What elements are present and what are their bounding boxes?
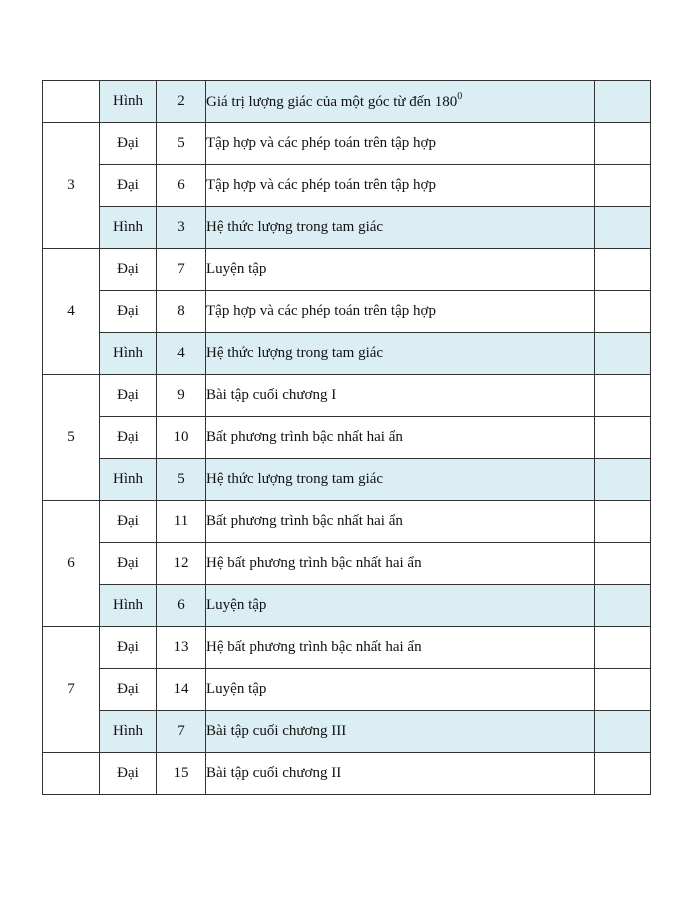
- topic-text: Giá trị lượng giác của một góc từ đến 180: [206, 94, 458, 110]
- lesson-number-cell: 4: [157, 333, 206, 375]
- table-row: [43, 123, 651, 165]
- note-cell: [595, 753, 651, 795]
- subject-cell: Hình: [100, 333, 157, 375]
- note-cell: [595, 333, 651, 375]
- subject-cell: Đại: [100, 291, 157, 333]
- lesson-number-cell: 12: [157, 543, 206, 585]
- table-row: [43, 333, 651, 375]
- topic-text: Bài tập cuối chương II: [206, 765, 342, 781]
- topic-text: Bài tập cuối chương I: [206, 387, 337, 403]
- lesson-number-cell: 6: [157, 165, 206, 207]
- topic-cell: [206, 207, 595, 249]
- topic-cell: [206, 711, 595, 753]
- table-row: [43, 165, 651, 207]
- table-row: [43, 669, 651, 711]
- subject-cell: Đại: [100, 123, 157, 165]
- topic-text: Tập hợp và các phép toán trên tập hợp: [206, 177, 436, 193]
- table-row: [43, 627, 651, 669]
- table-row: [43, 753, 651, 795]
- topic-text: Tập hợp và các phép toán trên tập hợp: [206, 135, 436, 151]
- topic-cell: [206, 627, 595, 669]
- table-row: [43, 711, 651, 753]
- note-cell: [595, 123, 651, 165]
- subject-cell: Đại: [100, 543, 157, 585]
- subject-cell: Đại: [100, 753, 157, 795]
- topic-cell: [206, 753, 595, 795]
- lesson-number-cell: 11: [157, 501, 206, 543]
- note-cell: [595, 543, 651, 585]
- week-cell: 7: [43, 627, 100, 753]
- topic-text: Hệ thức lượng trong tam giác: [206, 471, 384, 487]
- lesson-number-cell: 6: [157, 585, 206, 627]
- topic-text: Luyện tập: [206, 261, 267, 277]
- table-row: [43, 249, 651, 291]
- lesson-number-cell: 9: [157, 375, 206, 417]
- topic-text: Luyện tập: [206, 597, 267, 613]
- subject-cell: Hình: [100, 81, 157, 123]
- topic-text: Bài tập cuối chương III: [206, 723, 347, 739]
- week-cell: 4: [43, 249, 100, 375]
- table-row: [43, 375, 651, 417]
- lesson-number-cell: 14: [157, 669, 206, 711]
- topic-cell: [206, 81, 595, 123]
- topic-text: Bất phương trình bậc nhất hai ẩn: [206, 513, 403, 529]
- note-cell: [595, 501, 651, 543]
- note-cell: [595, 669, 651, 711]
- lesson-number-cell: 10: [157, 417, 206, 459]
- note-cell: [595, 207, 651, 249]
- week-cell: 3: [43, 123, 100, 249]
- lesson-number-cell: 5: [157, 123, 206, 165]
- topic-cell: [206, 249, 595, 291]
- subject-cell: Đại: [100, 669, 157, 711]
- week-cell: 6: [43, 501, 100, 627]
- note-cell: [595, 81, 651, 123]
- subject-cell: Hình: [100, 459, 157, 501]
- topic-cell: [206, 543, 595, 585]
- lesson-number-cell: 3: [157, 207, 206, 249]
- note-cell: [595, 711, 651, 753]
- note-cell: [595, 249, 651, 291]
- note-cell: [595, 375, 651, 417]
- lesson-number-cell: 15: [157, 753, 206, 795]
- table-row: [43, 417, 651, 459]
- table-row: [43, 207, 651, 249]
- topic-text: Hệ thức lượng trong tam giác: [206, 219, 384, 235]
- topic-cell: [206, 123, 595, 165]
- lesson-number-cell: 7: [157, 711, 206, 753]
- subject-cell: Đại: [100, 417, 157, 459]
- note-cell: [595, 585, 651, 627]
- table-row: [43, 585, 651, 627]
- topic-text: Hệ thức lượng trong tam giác: [206, 345, 384, 361]
- note-cell: [595, 627, 651, 669]
- subject-cell: Hình: [100, 711, 157, 753]
- topic-cell: [206, 459, 595, 501]
- note-cell: [595, 459, 651, 501]
- subject-cell: Đại: [100, 249, 157, 291]
- topic-cell: [206, 165, 595, 207]
- topic-cell: [206, 585, 595, 627]
- note-cell: [595, 417, 651, 459]
- topic-cell: [206, 291, 595, 333]
- topic-cell: [206, 501, 595, 543]
- lesson-number-cell: 2: [157, 81, 206, 123]
- degree-superscript: 0: [457, 91, 463, 102]
- topic-text: Hệ bất phương trình bậc nhất hai ẩn: [206, 555, 422, 571]
- week-cell: 5: [43, 375, 100, 501]
- lesson-number-cell: 7: [157, 249, 206, 291]
- topic-cell: [206, 375, 595, 417]
- lesson-number-cell: 8: [157, 291, 206, 333]
- topic-text: Bất phương trình bậc nhất hai ẩn: [206, 429, 403, 445]
- lesson-number-cell: 5: [157, 459, 206, 501]
- subject-cell: Đại: [100, 165, 157, 207]
- table-row: [43, 459, 651, 501]
- table-row: [43, 81, 651, 123]
- lesson-plan-table: [42, 80, 651, 795]
- lesson-number-cell: 13: [157, 627, 206, 669]
- lesson-plan-body: [43, 81, 651, 795]
- week-cell: [43, 753, 100, 795]
- topic-cell: [206, 333, 595, 375]
- note-cell: [595, 291, 651, 333]
- topic-cell: [206, 417, 595, 459]
- note-cell: [595, 165, 651, 207]
- subject-cell: Đại: [100, 501, 157, 543]
- week-cell: [43, 81, 100, 123]
- subject-cell: Đại: [100, 375, 157, 417]
- topic-text: Luyện tập: [206, 681, 267, 697]
- subject-cell: Hình: [100, 207, 157, 249]
- table-row: [43, 543, 651, 585]
- table-row: [43, 501, 651, 543]
- table-row: [43, 291, 651, 333]
- topic-text: Tập hợp và các phép toán trên tập hợp: [206, 303, 436, 319]
- subject-cell: Đại: [100, 627, 157, 669]
- topic-cell: [206, 669, 595, 711]
- topic-text: Hệ bất phương trình bậc nhất hai ẩn: [206, 639, 422, 655]
- subject-cell: Hình: [100, 585, 157, 627]
